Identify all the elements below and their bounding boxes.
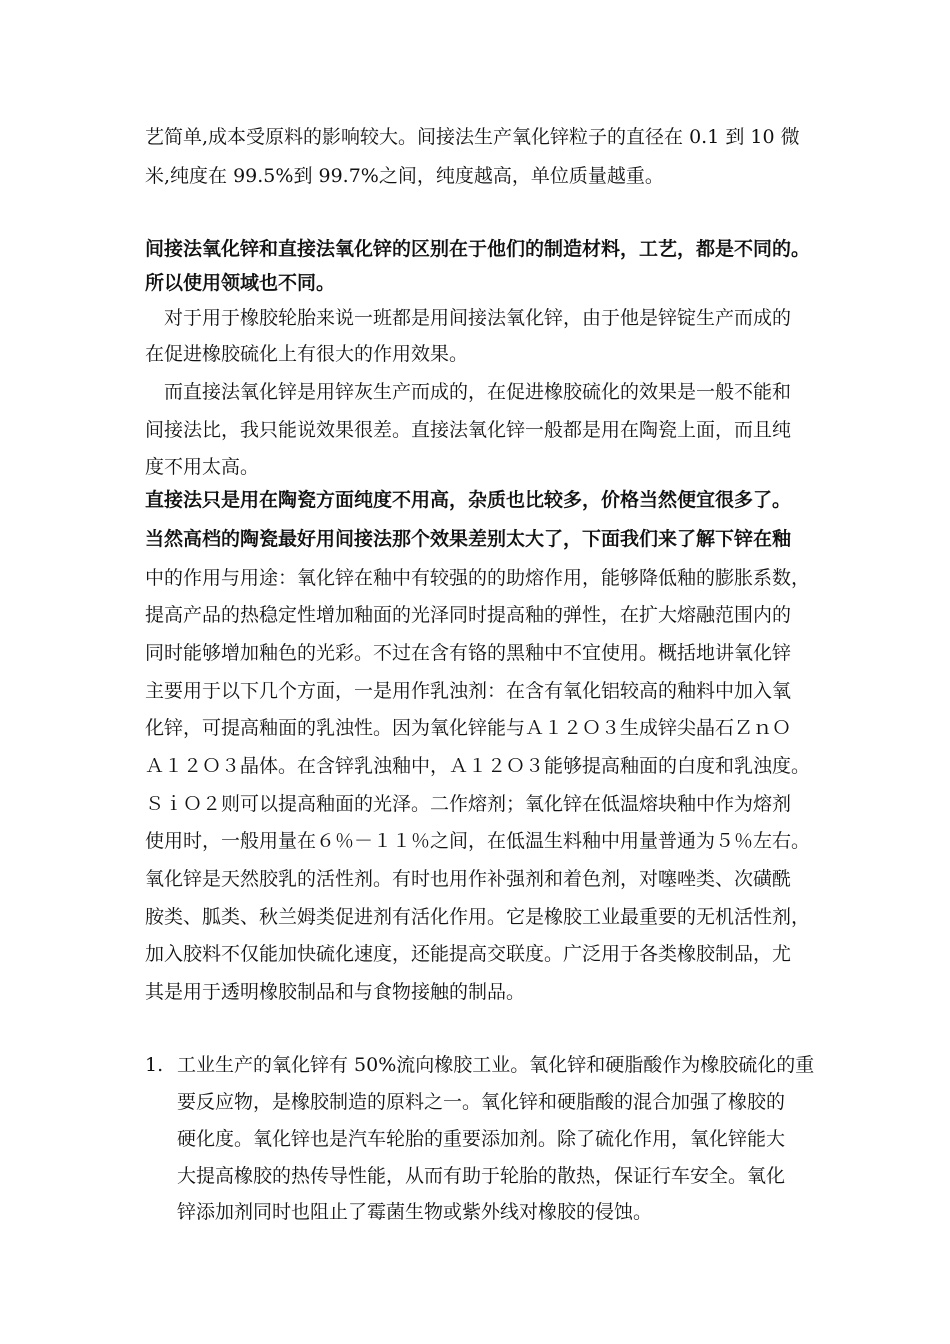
paragraph-line: 胺类、胍类、秋兰姆类促进剂有活化作用。它是橡胶工业最重要的无机活性剂，	[145, 906, 811, 928]
list-item-line: 硬化度。氧化锌也是汽车轮胎的重要添加剂。除了硫化作用，氧化锌能大	[177, 1128, 786, 1150]
list-item-line: 大提高橡胶的热传导性能，从而有助于轮胎的散热，保证行车安全。氧化	[177, 1165, 786, 1187]
bold-paragraph-line: 间接法氧化锌和直接法氧化锌的区别在于他们的制造材料，工艺，都是不同的。	[145, 238, 811, 260]
bold-paragraph-line: 直接法只是用在陶瓷方面纯度不用高，杂质也比较多，价格当然便宜很多了。	[145, 489, 792, 511]
paragraph-line: 主要用于以下几个方面，一是用作乳浊剂：在含有氧化铝较高的釉料中加入氧	[145, 680, 792, 702]
paragraph-line: 加入胶料不仅能加快硫化速度，还能提高交联度。广泛用于各类橡胶制品，尤	[145, 943, 792, 965]
list-item-number: 1.	[145, 1054, 164, 1076]
paragraph-line: 在促进橡胶硫化上有很大的作用效果。	[145, 343, 469, 365]
paragraph-line: 同时能够增加釉色的光彩。不过在含有铬的黑釉中不宜使用。概括地讲氧化锌	[145, 642, 792, 664]
paragraph-line: Ａ１２Ｏ３晶体。在含锌乳浊釉中，Ａ１２Ｏ３能够提高釉面的白度和乳浊度。	[145, 755, 811, 777]
bold-paragraph-line: 所以使用领域也不同。	[145, 272, 336, 294]
paragraph-line: 艺简单,成本受原料的影响较大。间接法生产氧化锌粒子的直径在 0.1 到 10 微	[145, 126, 800, 148]
paragraph-line: 对于用于橡胶轮胎来说一班都是用间接法氧化锌，由于他是锌锭生产而成的	[145, 307, 792, 329]
paragraph-line: 化锌，可提高釉面的乳浊性。因为氧化锌能与Ａ１２Ｏ３生成锌尖晶石ＺｎＯ	[145, 717, 792, 739]
bold-paragraph-line: 当然高档的陶瓷最好用间接法那个效果差别太大了，下面我们来了解下锌在釉	[145, 528, 792, 550]
list-item-line: 工业生产的氧化锌有 50%流向橡胶工业。氧化锌和硬脂酸作为橡胶硫化的重	[177, 1054, 815, 1076]
paragraph-line: 间接法比，我只能说效果很差。直接法氧化锌一般都是用在陶瓷上面，而且纯	[145, 419, 792, 441]
list-item-line: 锌添加剂同时也阻止了霉菌生物或紫外线对橡胶的侵蚀。	[177, 1201, 653, 1223]
paragraph-line: 使用时，一般用量在６％－１１％之间，在低温生料釉中用量普通为５％左右。	[145, 830, 811, 852]
paragraph-line: 而直接法氧化锌是用锌灰生产而成的，在促进橡胶硫化的效果是一般不能和	[145, 381, 792, 403]
paragraph-line: 提高产品的热稳定性增加釉面的光泽同时提高釉的弹性，在扩大熔融范围内的	[145, 604, 792, 626]
paragraph-line: 其是用于透明橡胶制品和与食物接触的制品。	[145, 981, 526, 1003]
paragraph-line: 中的作用与用途：氧化锌在釉中有较强的的助熔作用，能够降低釉的膨胀系数，	[145, 567, 811, 589]
paragraph-line: ＳｉＯ２则可以提高釉面的光泽。二作熔剂；氧化锌在低温熔块釉中作为熔剂	[145, 793, 792, 815]
paragraph-line: 度不用太高。	[145, 456, 260, 478]
paragraph-line: 米,纯度在 99.5%到 99.7%之间，纯度越高，单位质量越重。	[145, 165, 664, 187]
list-item-line: 要反应物，是橡胶制造的原料之一。氧化锌和硬脂酸的混合加强了橡胶的	[177, 1091, 786, 1113]
paragraph-line: 氧化锌是天然胶乳的活性剂。有时也用作补强剂和着色剂，对噻唑类、次磺酰	[145, 868, 792, 890]
